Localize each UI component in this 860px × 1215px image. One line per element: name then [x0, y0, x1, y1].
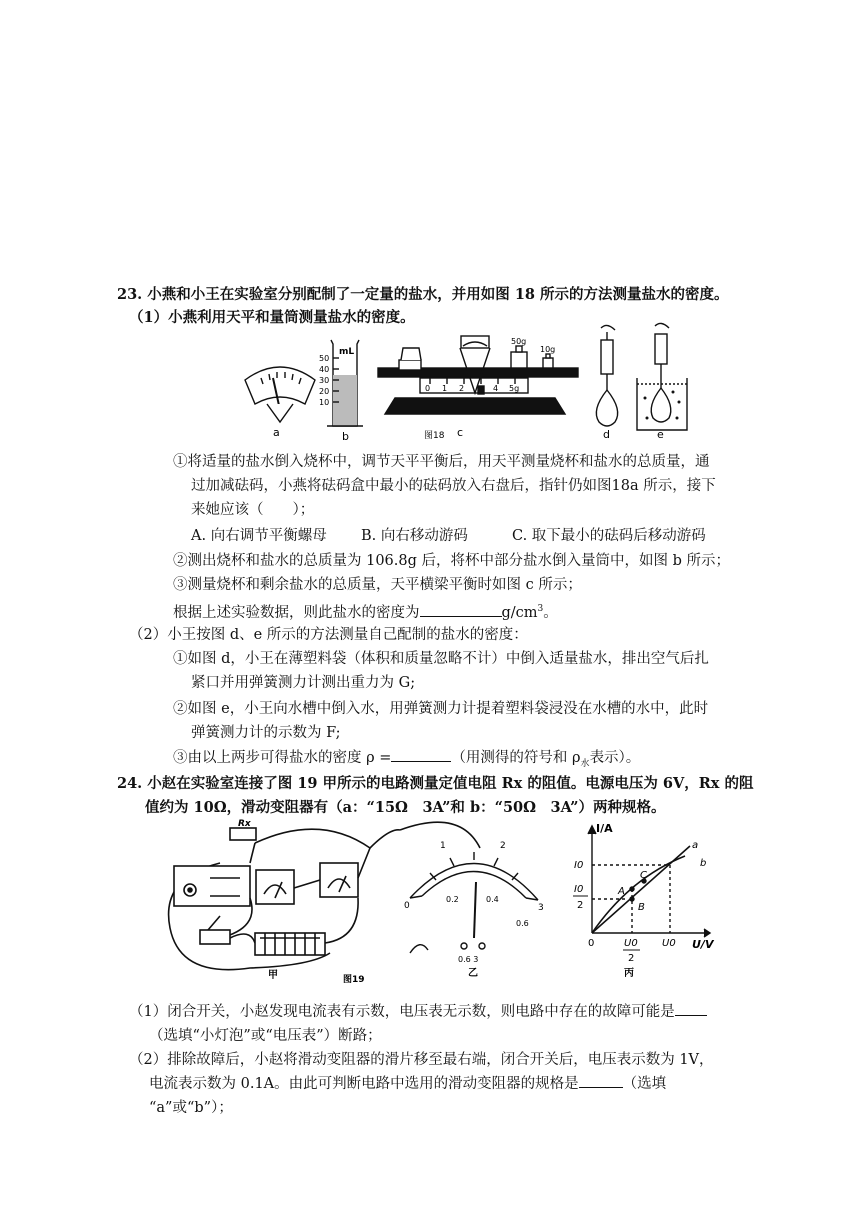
- q23-p2-step3-prefix: ③由以上两步可得盐水的密度 ρ =: [173, 750, 392, 766]
- fig18d-spring-scale: [596, 325, 617, 426]
- q24-rheostat-answer-blank[interactable]: [579, 1073, 623, 1088]
- fig19-graph-ylabel: I/A: [596, 822, 613, 835]
- q23-p2-step1-line1: ①如图 d，小王在薄塑料袋（体积和质量忽略不计）中倒入适量盐水，排出空气后扎: [173, 651, 709, 667]
- q23-step1-line3: 来她应该（ ）；: [191, 502, 315, 518]
- q23-result-prefix: 根据上述实验数据，则此盐水的密度为: [173, 604, 420, 621]
- fig18-scale-5g: 5g: [509, 384, 520, 393]
- q23-p2-step3: [173, 747, 640, 775]
- fig18-scale-2: 2: [459, 384, 465, 393]
- fig19-point-a: A: [618, 886, 625, 897]
- fig19-graph-origin: 0: [588, 938, 595, 949]
- fig19-rx-label: Rx: [238, 819, 251, 829]
- fig19-meter-terminals: 0.6 3: [458, 955, 479, 964]
- q24-p1-line1: [129, 1001, 707, 1023]
- q23-p2-step3-post: （用测得的符号和 ρ: [451, 750, 581, 766]
- fig19-point-b: B: [638, 902, 645, 913]
- fig19-meter-top-0: 0: [404, 901, 410, 911]
- q23-step1-line1: ①将适量的盐水倒入烧杯中，调节天平平衡后，用天平测量烧杯和盐水的总质量，通: [173, 454, 710, 470]
- fig19-graph-xlabel: U/V: [692, 938, 714, 951]
- fig18-cyl-tick-30: 30: [319, 376, 330, 385]
- q24-p1-line1-text: （1）闭合开关，小赵发现电流表有示数，电压表无示数，则电路中存在的故障可能是: [129, 1004, 675, 1020]
- fig18-label-e: e: [657, 428, 664, 441]
- q23-rho-answer-blank[interactable]: [391, 747, 451, 762]
- fig18-scale-1: 1: [442, 384, 448, 393]
- q23-option-b: B. 向右移动游码: [361, 528, 468, 544]
- q23-result-unit-exp: 3: [537, 604, 544, 614]
- fig19-meter-bottom-0.6: 0.6: [516, 919, 529, 928]
- figure-18: [235, 318, 705, 446]
- fig19-graph-half-u0-den: 2: [628, 953, 635, 964]
- q23-step1-line2: 过加减砝码，小燕将砝码盒中最小的砝码放入右盘后，指针仍如图18a 所示，接下: [191, 478, 716, 494]
- q23-title: 23. 小燕和小王在实验室分别配制了一定量的盐水，并用如图 18 所示的方法测量盐水的密度。: [117, 286, 729, 303]
- fig19-label-yi: 乙: [468, 968, 478, 979]
- fig19-graph-half-u0-num: U0: [624, 938, 638, 949]
- fig19-line-a: a: [692, 840, 699, 851]
- q24-p1-line2: （选填“小灯泡”或“电压表”）断路；: [149, 1028, 382, 1044]
- q23-step3: ③测量烧杯和剩余盐水的总质量，天平横梁平衡时如图 c 所示；: [173, 577, 582, 593]
- fig18-scale-4: 4: [493, 384, 499, 393]
- fig19-caption: 图19: [343, 975, 365, 985]
- q23-p2-step3-sub: 水: [580, 758, 590, 769]
- q24-title-line2: 值约为 10Ω，滑动变阻器有（a：“15Ω 3A”和 b：“50Ω 3A”）两种规格。: [145, 799, 666, 816]
- fig19-line-b: b: [700, 858, 707, 869]
- fig19-label-bing: 丙: [624, 968, 634, 979]
- fig18e-water-tank: [637, 323, 687, 430]
- fig19-graph-half-i0-num: I0: [574, 884, 584, 895]
- fig19-meter-top-2: 2: [500, 841, 506, 851]
- fig19-circuit: [169, 822, 480, 969]
- q23-option-c: C. 取下最小的砝码后移动游码: [512, 528, 706, 544]
- fig18a-dial: [245, 367, 315, 422]
- fig18-cylinder-unit: mL: [339, 347, 355, 357]
- q23-result: [173, 598, 558, 624]
- fig18-caption: 图18: [424, 431, 445, 441]
- fig18-label-b: b: [342, 430, 349, 443]
- fig18-label-a: a: [273, 426, 280, 439]
- fig18-cyl-tick-20: 20: [319, 387, 330, 396]
- fig18-scale-0: 0: [425, 384, 431, 393]
- fig19-meter-top-1: 1: [440, 841, 446, 851]
- fig19-meter-bottom-0.4: 0.4: [486, 895, 499, 904]
- q24-p2-line3: “a”或“b”）；: [149, 1100, 233, 1116]
- q24-p2-line1: （2）排除故障后，小赵将滑动变阻器的滑片移至最右端，闭合开关后，电压表示数为 1V，: [129, 1052, 714, 1068]
- q23-part1-heading: （1）小燕利用天平和量筒测量盐水的密度。: [129, 309, 415, 326]
- fig19-label-jia: 甲: [268, 970, 278, 981]
- q23-result-unit: g/cm: [501, 604, 538, 621]
- fig19-graph-i0: I0: [574, 860, 584, 871]
- q23-p2-step1-line2: 紧口并用弹簧测力计测出重力为 G;: [191, 675, 416, 691]
- fig19-graph-half-i0-den: 2: [577, 900, 584, 911]
- fig19-meter-top-3: 3: [538, 903, 544, 913]
- q24-p2-line2-prefix: 电流表示数为 0.1A。由此可判断电路中选用的滑动变阻器的规格是: [149, 1076, 579, 1092]
- fig18-weight-50g: 50g: [511, 337, 527, 346]
- fig18-cyl-tick-10: 10: [319, 398, 330, 407]
- q23-step2: ②测出烧杯和盐水的总质量为 106.8g 后，将杯中部分盐水倒入量筒中，如图 b 所示；: [173, 553, 731, 569]
- fig18-weight-10g: 10g: [540, 345, 556, 354]
- fig19-meter-bottom-0.2: 0.2: [446, 895, 459, 904]
- q23-p2-step3-end: 表示）。: [589, 750, 641, 766]
- q24-fault-answer-blank[interactable]: [675, 1001, 707, 1016]
- fig18-label-c: c: [457, 426, 464, 439]
- q23-p2-step2-line1: ②如图 e，小王向水槽中倒入水，用弹簧测力计提着塑料袋浸没在水槽的水中，此时: [173, 701, 709, 717]
- q23-p2-step2-line2: 弹簧测力计的示数为 F;: [191, 725, 341, 741]
- fig19-ammeter-dial: [410, 852, 538, 953]
- q23-part2-heading: （2）小王按图 d、e 所示的方法测量自己配制的盐水的密度：: [129, 627, 528, 643]
- fig19-graph-u0: U0: [662, 938, 676, 949]
- fig18-cyl-tick-50: 50: [319, 354, 330, 363]
- q23-density-answer-blank[interactable]: [420, 602, 502, 617]
- q24-p2-line2: [149, 1073, 666, 1095]
- fig19-point-c: C: [640, 870, 647, 881]
- q23-result-end: 。: [543, 604, 558, 621]
- fig18-cyl-tick-40: 40: [319, 365, 330, 374]
- q24-title-line1: 24. 小赵在实验室连接了图 19 甲所示的电路测量定值电阻 Rx 的阻值。电源电压为 6V，Rx 的阻: [117, 775, 754, 792]
- q23-option-a: A. 向右调节平衡螺母: [191, 528, 327, 544]
- q24-p2-line2-post: （选填: [622, 1076, 667, 1092]
- fig18-label-d: d: [603, 428, 610, 441]
- figure-19: [160, 818, 720, 988]
